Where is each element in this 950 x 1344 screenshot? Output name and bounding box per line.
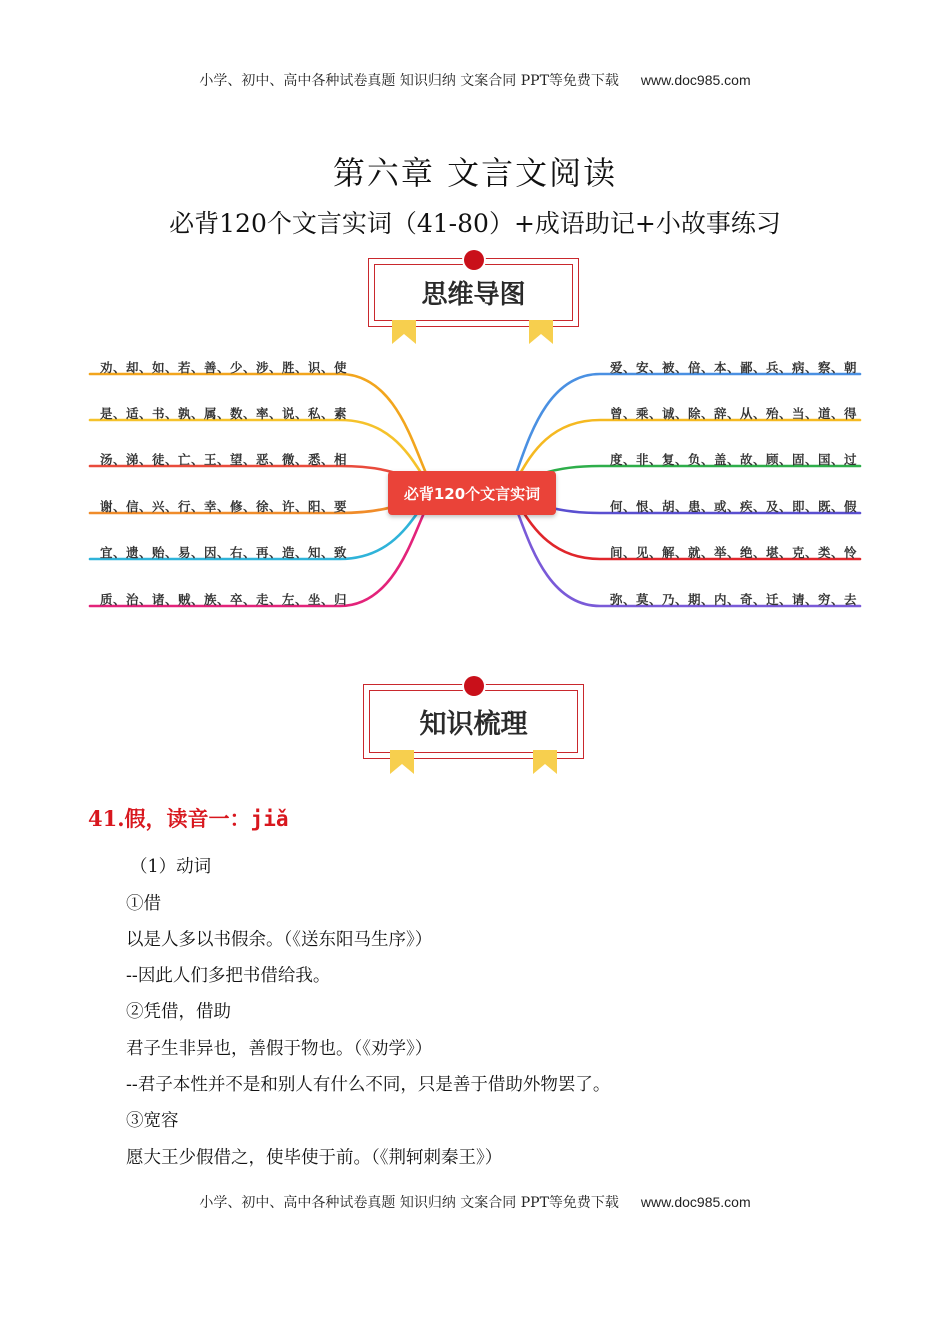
body-line: --因此人们多把书借给我。 — [126, 966, 331, 986]
mindmap-left-item: 谢、信、兴、行、幸、修、徐、许、阳、要 — [100, 499, 348, 514]
footer-url[interactable]: www.doc985.com — [640, 1194, 751, 1210]
entry-heading — [88, 803, 288, 833]
entry-pinyin: jiǎ — [250, 807, 289, 831]
mindmap-right-branch — [505, 466, 860, 493]
body-line: ③宽容 — [126, 1111, 179, 1131]
mindmap-right-item: 何、恨、胡、患、或、疾、及、即、既、假 — [610, 499, 858, 514]
body-line: ①借 — [126, 894, 161, 914]
entry-heading-text: 41.假，读音一： — [88, 806, 251, 831]
body-line: 君子生非异也，善假于物也。（《劝学》） — [126, 1039, 433, 1059]
body-line: --君子本性并不是和别人有什么不同，只是善于借助外物罢了。 — [126, 1075, 611, 1095]
mindmap-right-item: 爱、安、被、倍、本、鄙、兵、病、察、朝 — [610, 360, 858, 375]
page-footer — [0, 1192, 950, 1212]
knowledge-banner-label: 知识梳理 — [369, 690, 578, 753]
header-url[interactable]: www.doc985.com — [640, 72, 751, 88]
body-line: 以是人多以书假余。（《送东阳马生序》） — [126, 930, 433, 950]
mindmap-center-node: 必背120个文言实词 — [388, 471, 556, 515]
chapter-title: 第六章 文言文阅读 — [332, 154, 618, 192]
chapter-subtitle: 必背120个文言实词（41-80）+成语助记+小故事练习 — [169, 209, 781, 238]
mindmap-right-item: 度、非、复、负、盖、故、顾、固、国、过 — [610, 452, 858, 467]
ribbon-right-icon — [531, 750, 561, 776]
mindmap-left-item: 宜、遗、贻、易、因、右、再、造、知、致 — [100, 545, 348, 560]
mindmap-right-item: 曾、乘、诚、除、辞、从、殆、当、道、得 — [610, 406, 858, 421]
footer-text: 小学、初中、高中各种试卷真题 知识归纳 文案合同 PPT等免费下载 — [199, 1195, 619, 1211]
body-line: （1）动词 — [130, 857, 212, 877]
mindmap-left-item: 劝、却、如、若、善、少、涉、胜、识、使 — [100, 360, 348, 375]
mindmap-left-item: 是、适、书、孰、属、数、率、说、私、素 — [100, 406, 348, 421]
banner-pin-icon — [464, 676, 484, 696]
mindmap-left-item: 汤、涕、徒、亡、王、望、恶、微、悉、相 — [100, 452, 348, 467]
mindmap-banner-label: 思维导图 — [374, 264, 573, 321]
knowledge-banner — [363, 684, 585, 760]
body-line: 愿大王少假借之，使毕使于前。（《荆轲刺秦王》） — [126, 1148, 503, 1168]
mindmap-right-item: 间、见、解、就、举、绝、堪、克、类、怜 — [610, 545, 858, 560]
mindmap-left-item: 质、治、诸、贼、族、卒、走、左、坐、归 — [100, 592, 348, 607]
mindmap-right-item: 弥、莫、乃、期、内、奇、迁、请、穷、去 — [610, 592, 858, 607]
ribbon-left-icon — [388, 750, 418, 776]
mindmap-right-branch — [505, 374, 860, 493]
header-text: 小学、初中、高中各种试卷真题 知识归纳 文案合同 PPT等免费下载 — [199, 73, 619, 89]
body-line: ②凭借，借助 — [126, 1002, 231, 1022]
